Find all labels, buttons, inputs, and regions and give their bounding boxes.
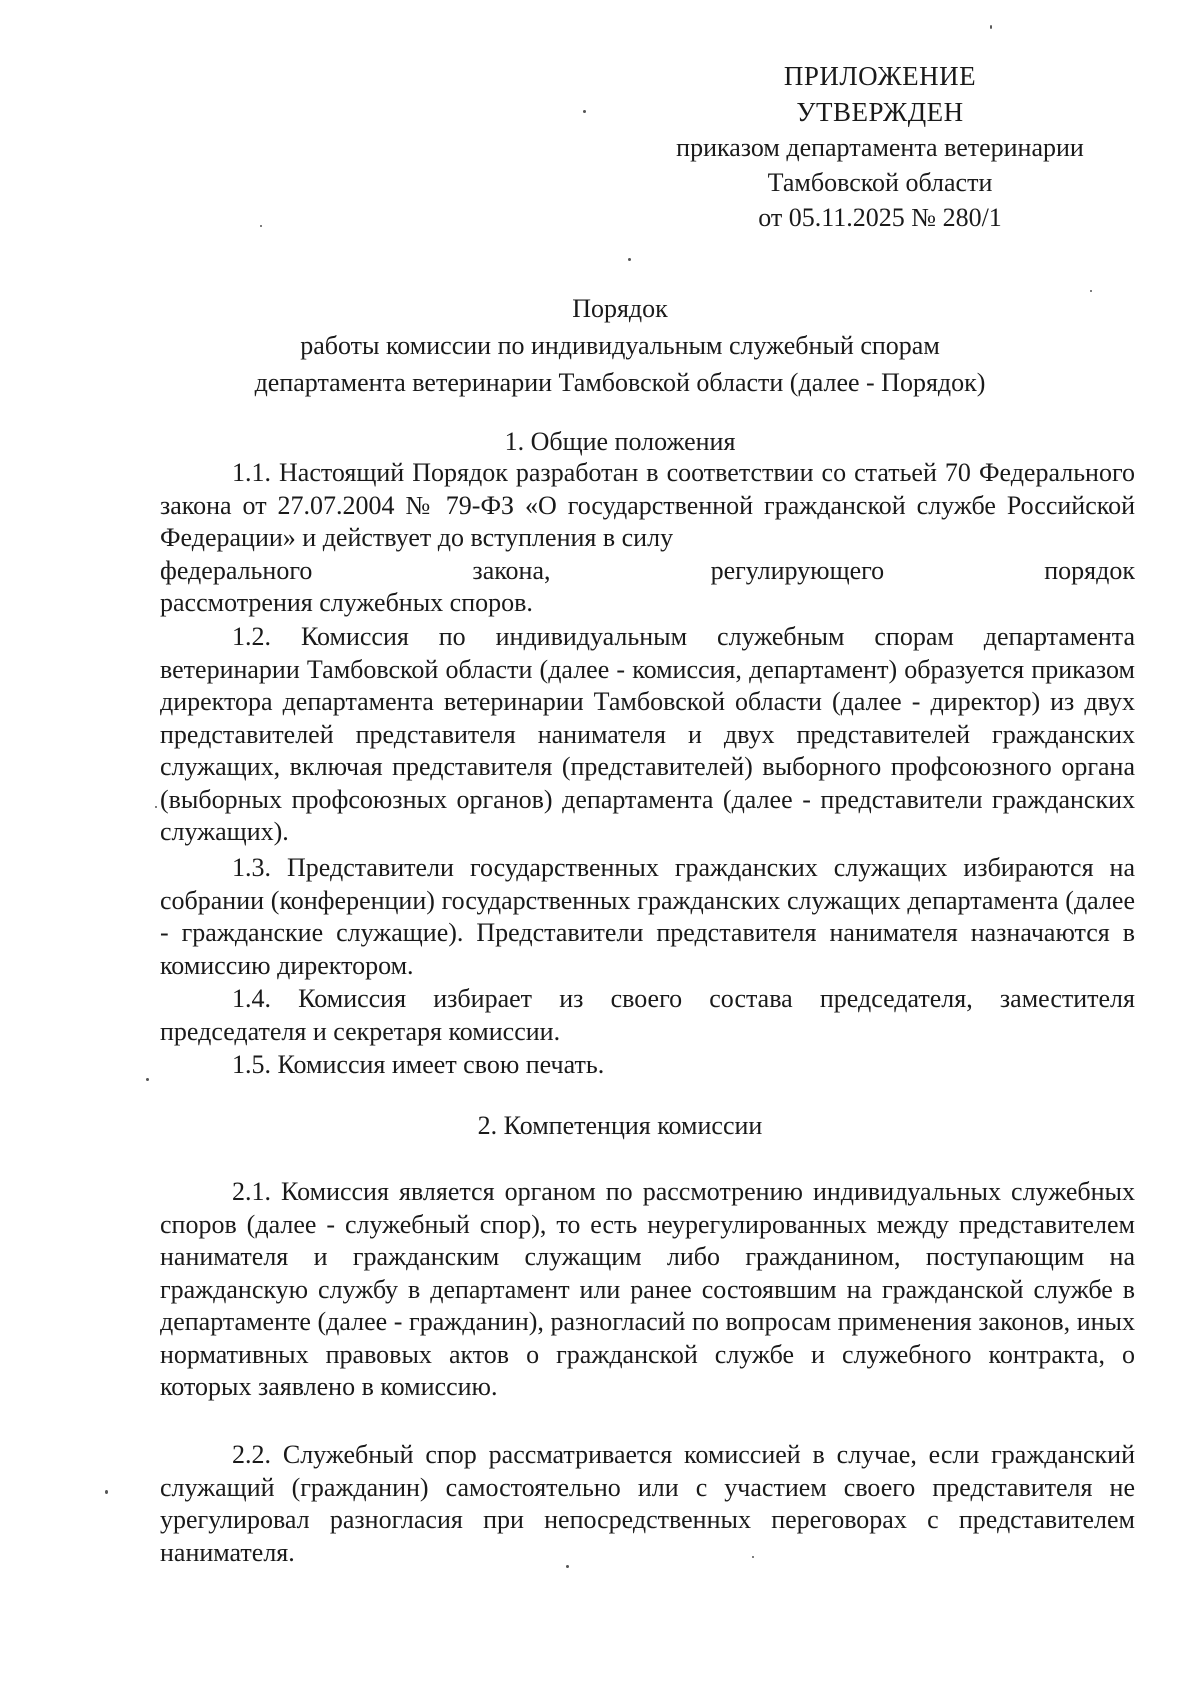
appendix-label: ПРИЛОЖЕНИЕ [783, 61, 977, 91]
title-line-3: департамента ветеринарии Тамбовской области (далее - Порядок) [254, 368, 986, 397]
scan-speck [155, 806, 157, 808]
paragraph-2-2: 2.2. Служебный спор рассматривается комиссией в случае, если гражданский служащий (гражданин) самостоятельно или с участием своего представителя не урегулировал разногласия при непосредственных переговорах с представителем нанимателя. [160, 1440, 1135, 1567]
scan-speck [1090, 290, 1092, 292]
document-title [140, 290, 1100, 401]
approved-label: УТВЕРЖДЕН [796, 97, 964, 127]
paragraph-1-1-word-1: федерального [160, 556, 313, 585]
paragraph-2-1: 2.1. Комиссия является органом по рассмотрению индивидуальных служебных споров (далее - служебный спор), то есть неурегулированных между представителем нанимателя и гражданским служащим либо гражданином, поступающим на гражданскую службу в департамент или ранее состоявшим на гражданской службе в департаменте (далее - гражданин), разногласий по вопросам применения законов, иных нормативных правовых актов о гражданской службе и служебного контракта, о которых заявлено в комиссию. [160, 1177, 1135, 1401]
title-line-1: Порядок [572, 294, 668, 323]
scan-speck [628, 258, 631, 261]
scan-speck [752, 1556, 754, 1558]
scan-speck [583, 110, 586, 113]
paragraph-1-5: 1.5. Комиссия имеет свою печать. [232, 1050, 605, 1079]
order-date-number: от 05.11.2025 № 280/1 [758, 203, 1002, 232]
paragraph-1-2: 1.2. Комиссия по индивидуальным служебным спорам департамента ветеринарии Тамбовской области (далее - комиссия, департамент) образуется приказом директора департамента ветеринарии Тамбовской области (далее - директор) из двух представителей представителя нанимателя и двух представителей гражданских служащих, включая представителя (представителей) выборного профсоюзного органа (выборных профсоюзных органов) департамента (далее - представители гражданских служащих). [160, 622, 1135, 846]
paragraph-1-1: 1.1. Настоящий Порядок разработан в соответствии со статьей 70 Федерального закона от 27.07.2004 № 79-ФЗ «О государственной гражданской службе Российской Федерации» и действует до вступления в силу [160, 458, 1135, 552]
order-line: приказом департамента ветеринарии [676, 133, 1084, 162]
scan-speck [105, 1490, 108, 1494]
scan-speck [260, 225, 262, 227]
paragraph-1-1-word-3: регулирующего [710, 556, 885, 585]
title-line-2: работы комиссии по индивидуальным служебный спорам [300, 331, 940, 360]
scan-speck [146, 1078, 149, 1081]
section-1-heading: 1. Общие положения [504, 427, 736, 456]
section-2-heading: 2. Компетенция комиссии [477, 1111, 763, 1140]
paragraph-1-1-spread-line [160, 555, 1135, 588]
paragraph-1-4: 1.4. Комиссия избирает из своего состава председателя, заместителя председателя и секретаря комиссии. [160, 984, 1135, 1046]
paragraph-1-3: 1.3. Представители государственных гражданских служащих избираются на собрании (конференции) государственных гражданских служащих департамента (далее - гражданские служащие). Представители представителя нанимателя назначаются в комиссию директором. [160, 853, 1135, 980]
scan-speck [566, 1565, 569, 1568]
paragraph-1-1-word-4: порядок [1044, 556, 1135, 585]
paragraph-1-1-tail: рассмотрения служебных споров. [160, 588, 533, 617]
region-line: Тамбовской области [767, 168, 993, 197]
approval-stamp [640, 58, 1120, 235]
paragraph-1-1-word-2: закона, [472, 556, 551, 585]
scan-speck [990, 25, 992, 29]
